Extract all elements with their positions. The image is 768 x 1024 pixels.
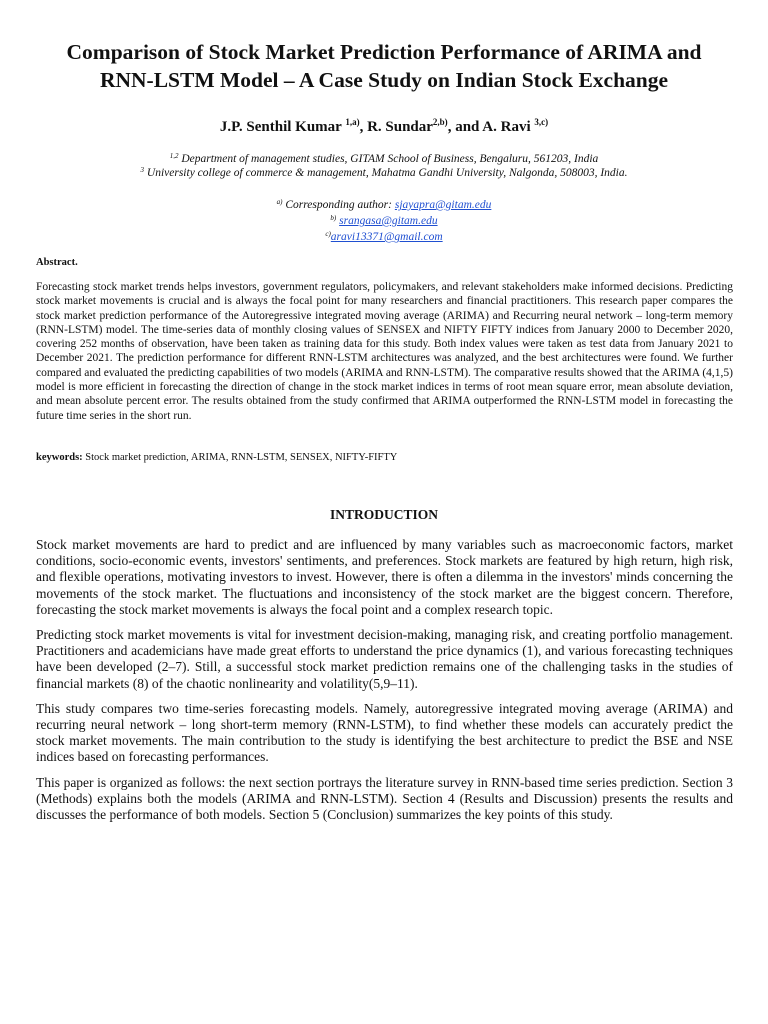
email-line-b <box>30 213 738 229</box>
email-line-c <box>30 229 738 245</box>
author-name: R. Sundar <box>367 119 433 135</box>
corr-label: Corresponding author: <box>285 199 395 211</box>
affiliation-line <box>30 166 738 180</box>
abstract-text: Forecasting stock market trends helps investors, government regulators, policymakers, and relevant stakeholders make informed decisions. Predicting stock market movements is crucial and is always the focal point for many researchers and financial practitioners. This research paper compares the stock market prediction performance of the Autoregressive integrated moving average (ARIMA) and Recurring neural network – long-term memory (RNN-LSTM) model. The time-series data of monthly closing values of SENSEX and NIFTY FIFTY indices from January 2000 to December 2020, covering 252 months of observation, have been taken as training data for this study. Both index values were taken as test data from January 2021 to December 2021. The prediction performance for different RNN-LSTM architectures was analyzed, and the best architectures were found. We further compared and evaluated the predicting capabilities of two models (ARIMA and RNN-LSTM). The comparative results showed that the ARIMA (4,1,5) model is more efficient in forecasting the direction of change in the stock market indices in terms of root mean square error, mean absolute deviation, and mean absolute percent error. The results obtained from the study confirmed that ARIMA outperformed the RNN-LSTM model in forecasting the future time series in the short run. <box>36 281 733 422</box>
author-affil-mark: 3,c) <box>534 117 549 127</box>
keywords-line <box>36 451 733 465</box>
correspondence-block <box>30 197 738 245</box>
corr-mark: a) <box>276 198 283 206</box>
paragraph: This study compares two time-series forecasting models. Namely, autoregressive integrated moving average (ARIMA) and recurring neural network – long short-term memory (RNN-LSTM), to find whether these models can accurately predict the stock market movements. The main contribution to the study is identifying the best architecture to predict the BSE and NSE indices based on forecasting performances. <box>36 700 733 765</box>
corr-mark: c) <box>325 230 331 238</box>
keywords-text: Stock market prediction, ARIMA, RNN-LSTM, SENSEX, NIFTY-FIFTY <box>82 452 398 463</box>
affiliation-line <box>30 152 738 166</box>
author-affil-mark: 1,a) <box>345 117 360 127</box>
paragraph: This paper is organized as follows: the next section portrays the literature survey in RNN-based time series prediction. Section 3 (Methods) explains both the models (ARIMA and RNN-LSTM). Section 4 (Results and Discussion) presents the results and discusses the performance of both models. Section 5 (Conclusion) summarizes the key points of this study. <box>36 774 733 823</box>
author-name: A. Ravi <box>482 119 531 135</box>
email-link-b[interactable]: srangasa@gitam.edu <box>339 215 438 227</box>
affiliation-text: Department of management studies, GITAM School of Business, Bengaluru, 561203, India <box>181 153 599 165</box>
paragraph: Stock market movements are hard to predict and are influenced by many variables such as macroeconomic factors, market conditions, socio-economic events, investors' sentiments, and preferences. Stock markets are featured by high return, high risk, and flexible operations, motivating investors to invest. However, there is often a dilemma in the investors' minds concerning the movements of the stock market. The fluctuations and inconsistency of the stock market are the biggest concern. Therefore, forecasting the stock market movements is always the focal point and a complex research topic. <box>36 537 733 617</box>
affiliation-mark: 3 <box>140 166 145 174</box>
corr-mark: b) <box>330 214 337 222</box>
introduction-heading: INTRODUCTION <box>329 507 438 522</box>
abstract-heading: Abstract. <box>36 257 78 268</box>
paper-title <box>30 38 738 94</box>
paragraph: Predicting stock market movements is vital for investment decision-making, managing risk, and creating portfolio management. Practitioners and academicians have made great efforts to understand the price dynamics (1), and various forecasting techniques have been developed (2–7). Still, a successful stock market prediction remains one of the challenging tasks in the studies of financial markets (8) of the chaotic nonlinearity and volatility(5,9–11). <box>36 627 733 691</box>
introduction-body <box>36 537 733 832</box>
corresponding-author-line <box>30 197 738 213</box>
author-separator: , <box>359 119 368 135</box>
keywords-label: keywords: <box>36 452 83 463</box>
title-line-1: Comparison of Stock Market Prediction Performance of ARIMA and <box>66 40 702 64</box>
email-link-a[interactable]: sjayapra@gitam.edu <box>394 199 492 211</box>
title-line-2: RNN-LSTM Model – A Case Study on Indian Stock Exchange <box>99 68 669 92</box>
author-name: J.P. Senthil Kumar <box>219 119 342 135</box>
affiliations <box>30 152 738 180</box>
affiliation-mark: 1,2 <box>169 152 179 160</box>
author-list <box>30 117 738 137</box>
author-affil-mark: 2,b) <box>432 117 448 127</box>
affiliation-text: University college of commerce & management, Mahatma Gandhi University, Nalgonda, 508003, India. <box>146 167 628 179</box>
author-separator: , and <box>447 119 483 135</box>
email-link-c[interactable]: aravi13371@gmail.com <box>330 231 443 243</box>
